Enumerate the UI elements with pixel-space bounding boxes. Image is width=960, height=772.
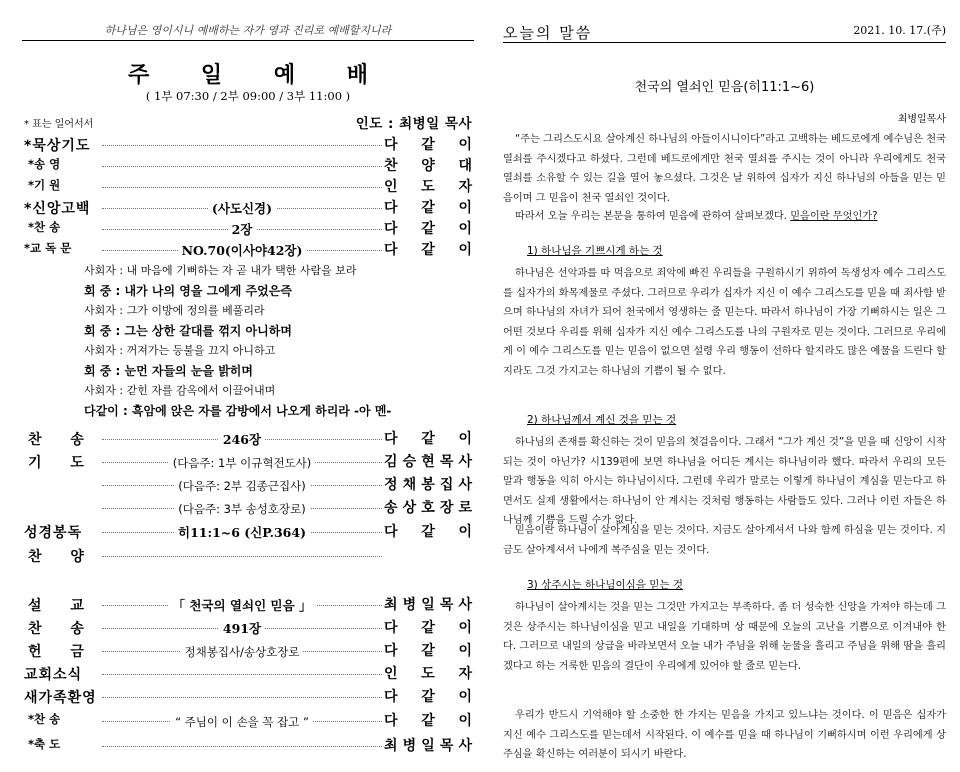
responder-char: 도 [421,179,435,195]
order-row [22,218,474,238]
order-detail: (사도신경) [208,201,276,216]
order-detail-wrap [102,595,382,614]
order-detail-wrap [102,641,382,660]
order-row [22,735,474,755]
order-responder [384,521,472,541]
responder-char: 최 [384,597,398,613]
responder-char: 로 [458,500,472,516]
order-row [22,239,474,259]
order-detail: 히11:1~6 (신P.364) [174,525,310,540]
responder-char: 호 [421,500,435,516]
order-detail: “ 주님이 이 손을 꼭 잡고 ” [171,715,313,729]
order-detail: 정채봉집사/송상호장로 [181,645,304,659]
responder-char: 도 [421,666,435,682]
responder-char: 다 [384,431,398,447]
intro2-text: 따라서 오늘 우리는 본문을 통하여 믿음에 관하여 살펴보겠다. [515,211,787,222]
responder-char: 상 [402,500,417,516]
responder-char: 이 [458,431,472,447]
order-detail: (다음주: 1부 이규혁전도사) [169,456,316,470]
section-3-heading: 3) 상주시는 하나님이심을 믿는 것 [527,579,683,591]
responder-char: 김 [384,454,398,470]
order-row [22,710,474,730]
order-responder [384,710,472,730]
responder-char: 사 [458,454,472,470]
order-detail: (다음주: 2부 김종근집사) [174,479,309,493]
responder-char: 이 [458,242,472,258]
order-row [22,451,474,471]
order-detail-wrap [102,452,382,471]
responder-char: 다 [384,137,398,153]
service-times: ( 1부 07:30 / 2부 09:00 / 3부 11:00 ) [145,89,351,103]
order-row [22,617,474,637]
header-row [22,112,474,132]
order-row [22,155,474,175]
order-row [22,497,474,517]
responder-char: 이 [458,200,472,216]
order-label: *송 영 [28,157,61,171]
order-responder [384,617,472,637]
responder-char: 같 [421,200,435,216]
order-label: 기 도 [28,455,96,471]
order-responder [384,735,472,755]
order-row [22,545,474,565]
paragraph-1: 하나님은 선악과를 따 먹음으로 죄악에 빠진 우리들을 구원하시기 위하여 독생성자 예수 그리스도를 십자가의 화목제물로 주셨다. 그러므로 우리가 십자가 지신 이 예수 그리스도를 믿을 때 죄사함 받으며 하나님의 자녀가 되어 천국에서 영생하는 줄 믿는다. 따라서 하나님이 가장 기뻐하시는 일은 그 어떤 것보다 우리를 위해 십자가 지신 예수 그리스도를 나의 구원자로 믿는 것이다. 그러므로 우리에게 이 예수 그리스도를 믿는 믿음이 없으면 설령 우리 행동이 선하다 할지라도 많은 예물을 드린다 할지라도 그것 가지고는 하나님의 기쁨이 될 수 없다. [503,268,946,377]
intro2-question: 믿음이란 무엇인가? [790,211,878,222]
section-1-heading: 1) 하나님을 기쁘시게 하는 것 [527,245,663,257]
responder-char: 찬 [384,158,398,174]
responder-char: 이 [458,221,472,237]
responder-char: 같 [421,713,435,729]
responder-char: 인 [384,666,398,682]
sermon-heading: 오늘의 말씀 [503,24,593,42]
paragraph-2b: 믿음이란 하나님이 살아계심을 믿는 것이다. 지금도 살아계셔서 나와 함께 하심을 믿는 것이다. 지금도 살아계셔서 나에게 복주심을 믿는 것이다. [503,525,946,556]
intro-text: “주는 그리스도시요 살아계신 하나님의 아들이시니이다”라고 고백하는 베드로에게 예수님은 천국 열쇠를 주시겠다고 하셨다. 그런데 베드로에게만 천국 열쇠를 주시는 것이 아니라 우리에게도 천국 열쇠를 소유할 수 있는 길을 열어 놓으셨다. 그것은 날 위하여 십자가 지신 하나님의 아들을 믿는 믿음이며 그 믿음이 천국 열쇠인 것이다. [503,134,946,204]
order-responder [384,155,472,175]
order-label: *찬 송 [28,220,61,234]
responder-char: 병 [402,738,417,754]
order-responder [384,218,472,238]
order-detail: NO.70(이사야42장) [178,243,307,258]
order-responder [384,663,472,683]
order-detail: (다음주: 3부 송성호장로) [174,502,309,516]
responder-char: 송 [384,500,398,516]
congregation-line: 회 중 : 그는 상한 갈대를 꺾지 아니하며 [84,324,292,338]
order-label: 설 교 [28,598,96,614]
responder-char: 다 [384,620,398,636]
responder-char: 다 [384,524,398,540]
order-responder [384,176,472,196]
paragraph-intro2 [503,207,946,227]
order-responder [384,428,472,448]
responder-char: 다 [384,713,398,729]
order-label: 찬 양 [28,549,96,565]
congregation-line: 회 중 : 내가 나의 영을 그에게 주었은즉 [84,284,292,298]
order-detail-wrap [102,711,382,730]
order-detail-wrap [102,522,382,541]
responder-char: 대 [458,158,472,174]
page-title: 주 일 예 배 [128,62,390,88]
responder-char: 이 [458,620,472,636]
order-detail: 246장 [219,432,265,447]
dotted-leader [102,697,382,698]
dotted-leader [102,145,382,146]
worship-order-page [22,0,474,772]
responder-char: 자 [458,179,472,195]
leader: 인도 : 최병일 목사 [355,116,472,132]
responder-char: 인 [384,179,398,195]
order-detail-wrap [102,198,382,217]
responder-char: 같 [421,221,435,237]
responder-char: 같 [421,242,435,258]
order-label: *묵상기도 [24,138,91,154]
order-row [22,521,474,541]
responder-char: 같 [421,431,435,447]
responder-char: 다 [384,200,398,216]
sermon-author: 최병일목사 [897,114,946,125]
order-row [22,686,474,706]
responder-char: 승 [402,454,417,470]
responder-char: 같 [421,524,435,540]
order-detail: 491장 [219,621,265,636]
standing-note: * 표는 일어서서 [24,119,94,130]
responder-char: 같 [421,643,435,659]
responder-char: 이 [458,689,472,705]
order-responder [384,197,472,217]
responder-char: 일 [421,597,435,613]
dotted-leader [102,187,382,188]
dotted-leader [102,746,382,747]
sermon-date: 2021. 10. 17.(주) [853,24,946,37]
order-detail: 「 천국의 열쇠인 믿음 」 [168,598,315,613]
order-label: *찬 송 [28,712,61,726]
dotted-leader [102,674,382,675]
order-label: 성경봉독 [24,525,83,541]
congregation-line: 회 중 : 눈먼 자들의 눈을 밝히며 [84,364,253,378]
order-responder [384,451,472,471]
order-responder [384,134,472,154]
responder-char: 현 [421,454,435,470]
responder-char: 이 [458,713,472,729]
order-label: *축 도 [28,737,61,751]
paragraph-4: 우리가 반드시 기억해야 할 소중한 한 가지는 믿음을 가지고 있느냐는 것이다. 이 믿음은 십자가 지신 예수 그리스도를 믿는데서 시작된다. 이 예수를 믿을 때 하나님이 기뻐하시며 이런 우리에게 상주심을 확신하는 여러분이 되시기 바란다. [503,710,946,760]
paragraph-2: 하나님의 존재를 확신하는 것이 믿음의 첫걸음이다. 그래서 “그가 계신 것”을 믿을 때 신앙이 시작되는 것이 아닌가? 시139편에 보면 하나님을 어디든 계시는 하나님이라 했다. 따라서 우리의 모든 말과 행동을 익히 아시는 하나님이시다. 그런데 우리가 말로는 이렇게 하나님이 계심을 믿는다고 하면서도 실제 생활에서는 하나님이 안 계시는 것처럼 행동하는 사람들도 있다. 그러나 이런 자들은 하나님께 기쁨을 드릴 수가 없다. [503,437,946,526]
section-2-heading: 2) 하나님께서 계신 것을 믿는 것 [527,414,677,426]
responder-char: 같 [421,620,435,636]
responder-char: 사 [458,477,472,493]
order-row [22,594,474,614]
order-row [22,663,474,683]
responder-char: 사 [458,738,472,754]
responder-char: 최 [384,738,398,754]
order-label: *교 독 문 [24,241,72,255]
dotted-leader [102,166,382,167]
congregation-line: 다같이 : 흑암에 앉은 자를 감방에서 나오게 하리라 -아 멘- [84,404,392,418]
paragraph-3: 하나님이 살아계시는 것을 믿는 그것만 가지고는 부족하다. 좀 더 성숙한 신앙을 가져야 하는데 그것은 상주시는 하나님이심을 믿고 내일을 기대하며 상 때문에 오늘의 고난을 기쁨으로 이겨내야 한다. 그러므로 내일의 상급을 바라보면서 오늘 내가 주님을 위해 눈물을 흘리고 주님을 위해 땀을 흘리겠다고 하는 거룩한 믿음의 결단이 우리에게 있어야 할 줄로 믿는다. [503,602,946,672]
leader-line: 사회자 : 꺼져가는 등불을 끄지 아니하고 [84,344,276,357]
responder-char: 목 [439,454,454,470]
responder-char: 다 [384,689,398,705]
order-responder [384,640,472,660]
order-row [22,197,474,217]
order-row [22,640,474,660]
order-detail-wrap [102,240,382,259]
leader-line: 사회자 : 그가 이방에 정의를 베풀리라 [84,304,265,317]
responder-char: 이 [458,643,472,659]
order-responder [384,497,472,517]
responder-char: 병 [402,597,417,613]
responder-char: 일 [421,738,435,754]
order-detail-wrap [102,498,382,517]
responder-char: 이 [458,524,472,540]
responder-char: 다 [384,221,398,237]
responder-char: 자 [458,666,472,682]
responder-char: 양 [421,158,435,174]
order-detail-wrap [102,618,382,637]
order-label: *기 원 [28,178,61,192]
order-detail: 2장 [228,222,257,237]
responder-char: 이 [458,137,472,153]
order-label: *신앙고백 [24,201,91,217]
divider [503,42,946,43]
responder-char: 다 [384,643,398,659]
order-detail-wrap [102,475,382,494]
order-responder [384,239,472,259]
order-row [22,428,474,448]
sermon-title: 천국의 열쇠인 믿음(히11:1~6) [634,80,815,95]
responder-char: 채 [402,477,417,493]
order-label: 찬 송 [28,432,96,448]
order-responder [384,686,472,706]
responder-char: 같 [421,689,435,705]
responder-char: 같 [421,137,435,153]
divider [22,40,474,41]
responder-char: 정 [384,477,398,493]
order-row [22,176,474,196]
order-row [22,134,474,154]
order-detail-wrap [102,219,382,238]
leader-line: 사회자 : 갇힌 자를 감옥에서 이끌어내며 [84,384,276,397]
order-label: 헌 금 [28,644,96,660]
responder-char: 사 [458,597,472,613]
order-responder [384,474,472,494]
responder-char: 장 [439,500,454,516]
paragraph-intro [503,130,946,208]
order-detail-wrap [102,429,382,448]
dotted-leader [102,556,382,557]
responder-char: 봉 [421,477,435,493]
responder-char: 집 [439,477,454,493]
responder-char: 목 [439,597,454,613]
responder-char: 다 [384,242,398,258]
order-row [22,474,474,494]
motto: 하나님은 영이시니 예배하는 자가 영과 진리로 예배할지니라 [104,24,392,37]
responder-char: 목 [439,738,454,754]
order-responder [384,594,472,614]
order-label: 교회소식 [24,667,83,683]
order-label: 찬 송 [28,621,96,637]
order-label: 새가족환영 [24,690,97,706]
leader-line: 사회자 : 내 마음에 기뻐하는 자 곧 내가 택한 사람을 보라 [84,264,357,277]
sermon-page [503,0,946,772]
